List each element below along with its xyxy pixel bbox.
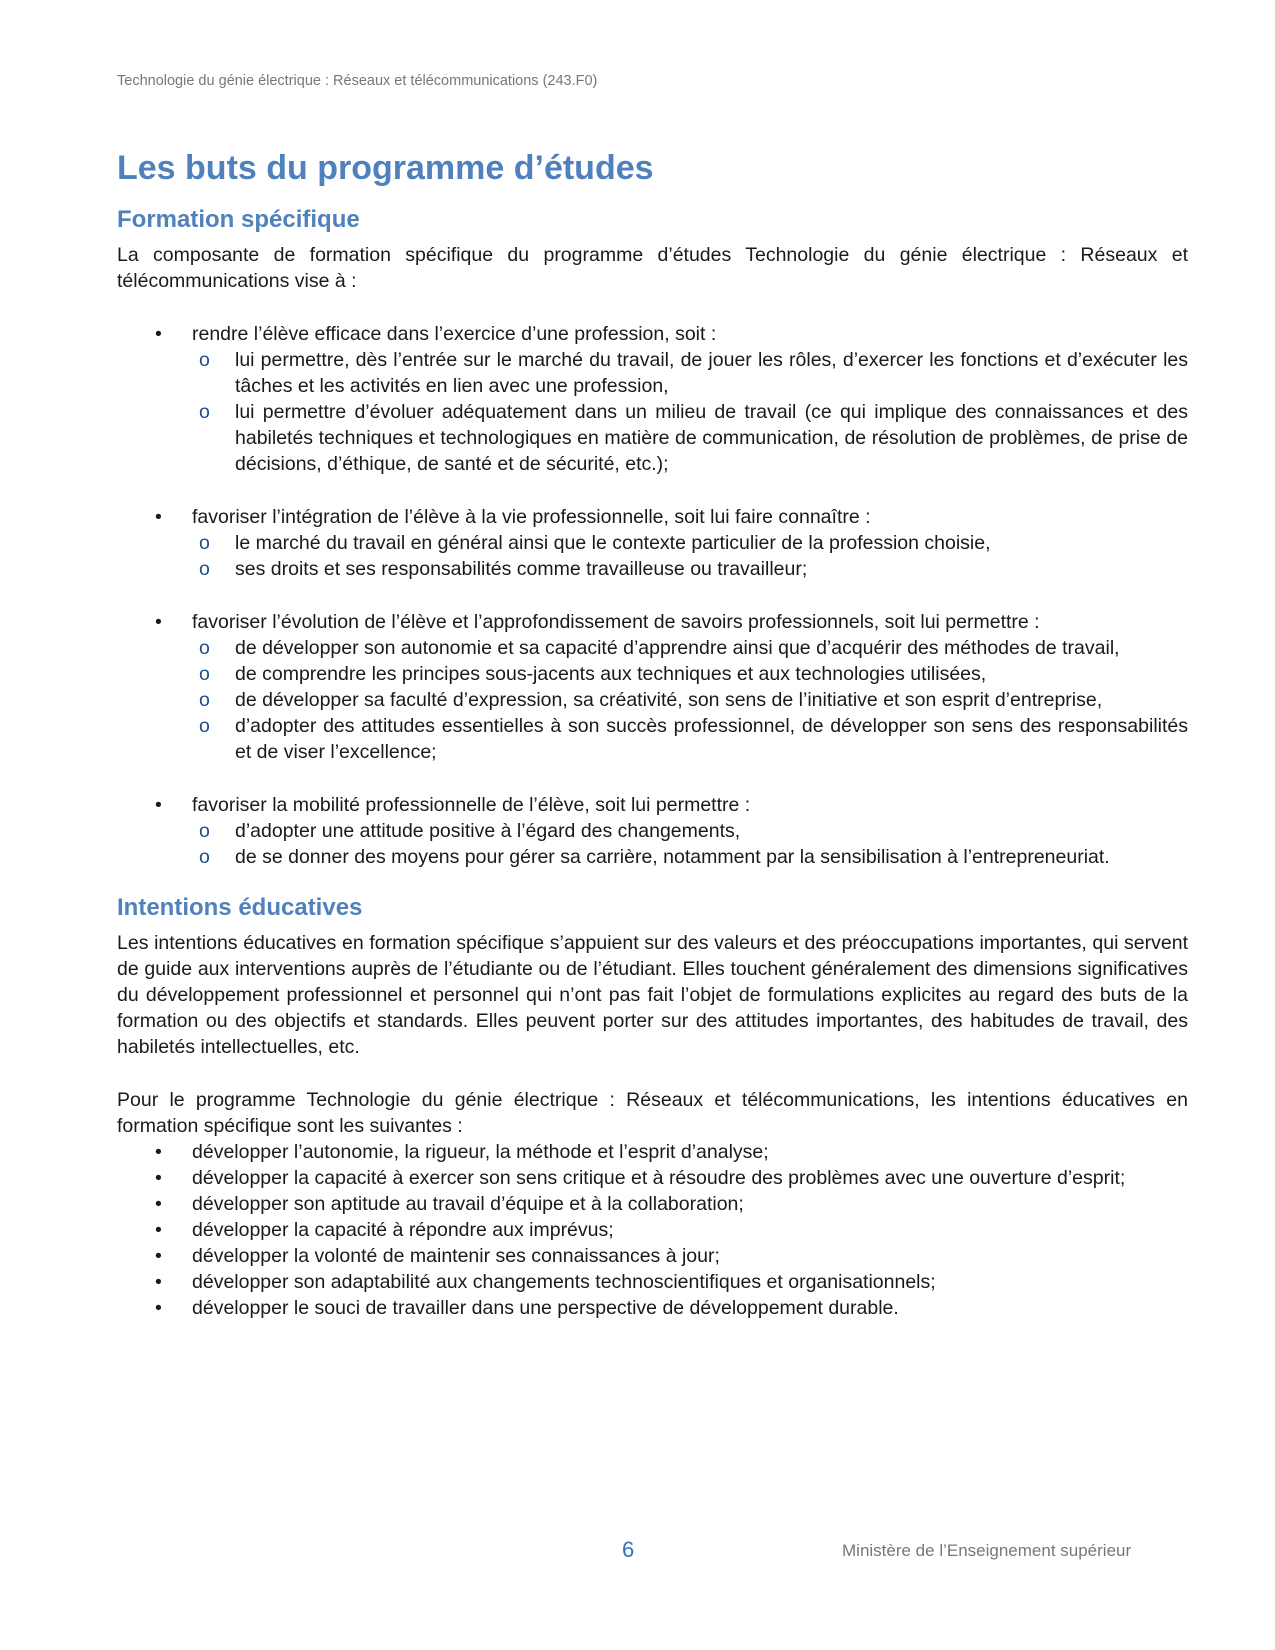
bullet-icon: • — [155, 1245, 162, 1267]
bullet-icon: • — [155, 1297, 162, 1319]
goal-text: favoriser l’intégration de l’élève à la vie professionnelle, soit lui faire connaître : — [192, 506, 871, 528]
circle-bullet-icon: o — [199, 846, 210, 868]
goal-subitem — [192, 556, 1188, 582]
goal-text: favoriser la mobilité professionnelle de l’élève, soit lui permettre : — [192, 794, 751, 816]
intention-item — [117, 1269, 1188, 1295]
goal-item — [117, 609, 1188, 765]
intention-text: développer la capacité à exercer son sens critique et à résoudre des problèmes avec une ouverture d’esprit; — [192, 1167, 1126, 1189]
goal-item — [117, 792, 1188, 870]
circle-bullet-icon: o — [199, 401, 210, 423]
circle-bullet-icon: o — [199, 663, 210, 685]
goal-item — [117, 504, 1188, 582]
goal-sublist — [192, 347, 1188, 477]
goal-subitem-text: lui permettre d’évoluer adéquatement dans un milieu de travail (ce qui implique des connaissances et des habiletés techniques et technologiques en matière de communication, de résolution de problèmes, de prise de décisions, d’éthique, de santé et de sécurité, etc.); — [235, 401, 1188, 475]
intention-text: développer la capacité à répondre aux imprévus; — [192, 1219, 614, 1241]
intention-item — [117, 1139, 1188, 1165]
bullet-icon: • — [155, 1167, 162, 1189]
intention-item — [117, 1165, 1188, 1191]
goal-subitem — [192, 530, 1188, 556]
bullet-icon: • — [155, 1193, 162, 1215]
intentions-paragraph-2: Pour le programme Technologie du génie électrique : Réseaux et télécommunications, les intentions éducatives en formation spécifique sont les suivantes : — [117, 1089, 1188, 1137]
page-number: 6 — [622, 1537, 635, 1562]
goal-sublist — [192, 635, 1188, 765]
footer-ministry: Ministère de l’Enseignement supérieur — [842, 1541, 1132, 1560]
intentions-list — [117, 1139, 1188, 1321]
circle-bullet-icon: o — [199, 820, 210, 842]
goal-sublist — [192, 530, 1188, 582]
goal-subitem-text: de se donner des moyens pour gérer sa carrière, notamment par la sensibilisation à l’entrepreneuriat. — [235, 846, 1110, 868]
goal-sublist — [192, 818, 1188, 870]
goal-subitem — [192, 347, 1188, 399]
section-heading-formation: Formation spécifique — [117, 206, 360, 233]
bullet-icon: • — [155, 506, 162, 528]
page-content — [117, 146, 1188, 1321]
intention-item — [117, 1243, 1188, 1269]
intention-item — [117, 1217, 1188, 1243]
intention-text: développer le souci de travailler dans une perspective de développement durable. — [192, 1297, 899, 1319]
goal-subitem-text: de développer son autonomie et sa capacité d’apprendre ainsi que d’acquérir des méthodes de travail, — [235, 637, 1120, 659]
page-title: Les buts du programme d’études — [117, 149, 654, 187]
circle-bullet-icon: o — [199, 689, 210, 711]
goal-subitem — [192, 844, 1188, 870]
intention-text: développer son adaptabilité aux changements technoscientifiques et organisationnels; — [192, 1271, 936, 1293]
intention-text: développer son aptitude au travail d’équipe et à la collaboration; — [192, 1193, 744, 1215]
intention-text: développer la volonté de maintenir ses connaissances à jour; — [192, 1245, 720, 1267]
bullet-icon: • — [155, 1271, 162, 1293]
circle-bullet-icon: o — [199, 558, 210, 580]
goal-subitem — [192, 687, 1188, 713]
goal-subitem-text: de développer sa faculté d’expression, sa créativité, son sens de l’initiative et son esprit d’entreprise, — [235, 689, 1103, 711]
goal-subitem — [192, 661, 1188, 687]
goal-subitem — [192, 713, 1188, 765]
goal-text: rendre l’élève efficace dans l’exercice d’une profession, soit : — [192, 323, 717, 345]
circle-bullet-icon: o — [199, 349, 210, 371]
circle-bullet-icon: o — [199, 637, 210, 659]
bullet-icon: • — [155, 794, 162, 816]
circle-bullet-icon: o — [199, 715, 210, 737]
bullet-icon: • — [155, 611, 162, 633]
goal-subitem-text: lui permettre, dès l’entrée sur le marché du travail, de jouer les rôles, d’exercer les fonctions et d’exécuter les tâches et les activités en lien avec une profession, — [235, 349, 1188, 397]
bullet-icon: • — [155, 323, 162, 345]
goals-list — [117, 321, 1188, 870]
running-header: Technologie du génie électrique : Réseaux et télécommunications (243.F0) — [117, 73, 598, 89]
goal-subitem-text: de comprendre les principes sous-jacents aux techniques et aux technologies utilisées, — [235, 663, 987, 685]
intention-item — [117, 1191, 1188, 1217]
goal-subitem-text: d’adopter une attitude positive à l’égard des changements, — [235, 820, 741, 842]
section-heading-intentions: Intentions éducatives — [117, 894, 363, 921]
bullet-icon: • — [155, 1141, 162, 1163]
goal-subitem-text: d’adopter des attitudes essentielles à son succès professionnel, de développer son sens des responsabilités et de viser l’excellence; — [235, 715, 1188, 763]
circle-bullet-icon: o — [199, 532, 210, 554]
goal-item — [117, 321, 1188, 477]
bullet-icon: • — [155, 1219, 162, 1241]
goal-subitem-text: le marché du travail en général ainsi que le contexte particulier de la profession choisie, — [235, 532, 991, 554]
intentions-paragraph-1: Les intentions éducatives en formation spécifique s’appuient sur des valeurs et des préoccupations importantes, qui servent de guide aux interventions auprès de l’étudiante ou de l’étudiant. Elles touchent généralement des dimensions significatives du développement professionnel et personnel qui n’ont pas fait l’objet de formulations explicites au regard des buts de la formation ou des objectifs et standards. Elles peuvent porter sur des attitudes importantes, des habitudes de travail, des habiletés intellectuelles, etc. — [117, 932, 1188, 1058]
intention-item — [117, 1295, 1188, 1321]
goal-subitem — [192, 399, 1188, 477]
goal-subitem-text: ses droits et ses responsabilités comme travailleuse ou travailleur; — [235, 558, 808, 580]
formation-intro: La composante de formation spécifique du programme d’études Technologie du génie électrique : Réseaux et télécommunications vise à : — [117, 244, 1188, 292]
goal-subitem — [192, 818, 1188, 844]
intention-text: développer l’autonomie, la rigueur, la méthode et l’esprit d’analyse; — [192, 1141, 769, 1163]
goal-subitem — [192, 635, 1188, 661]
goal-text: favoriser l’évolution de l’élève et l’approfondissement de savoirs professionnels, soit lui permettre : — [192, 611, 1040, 633]
